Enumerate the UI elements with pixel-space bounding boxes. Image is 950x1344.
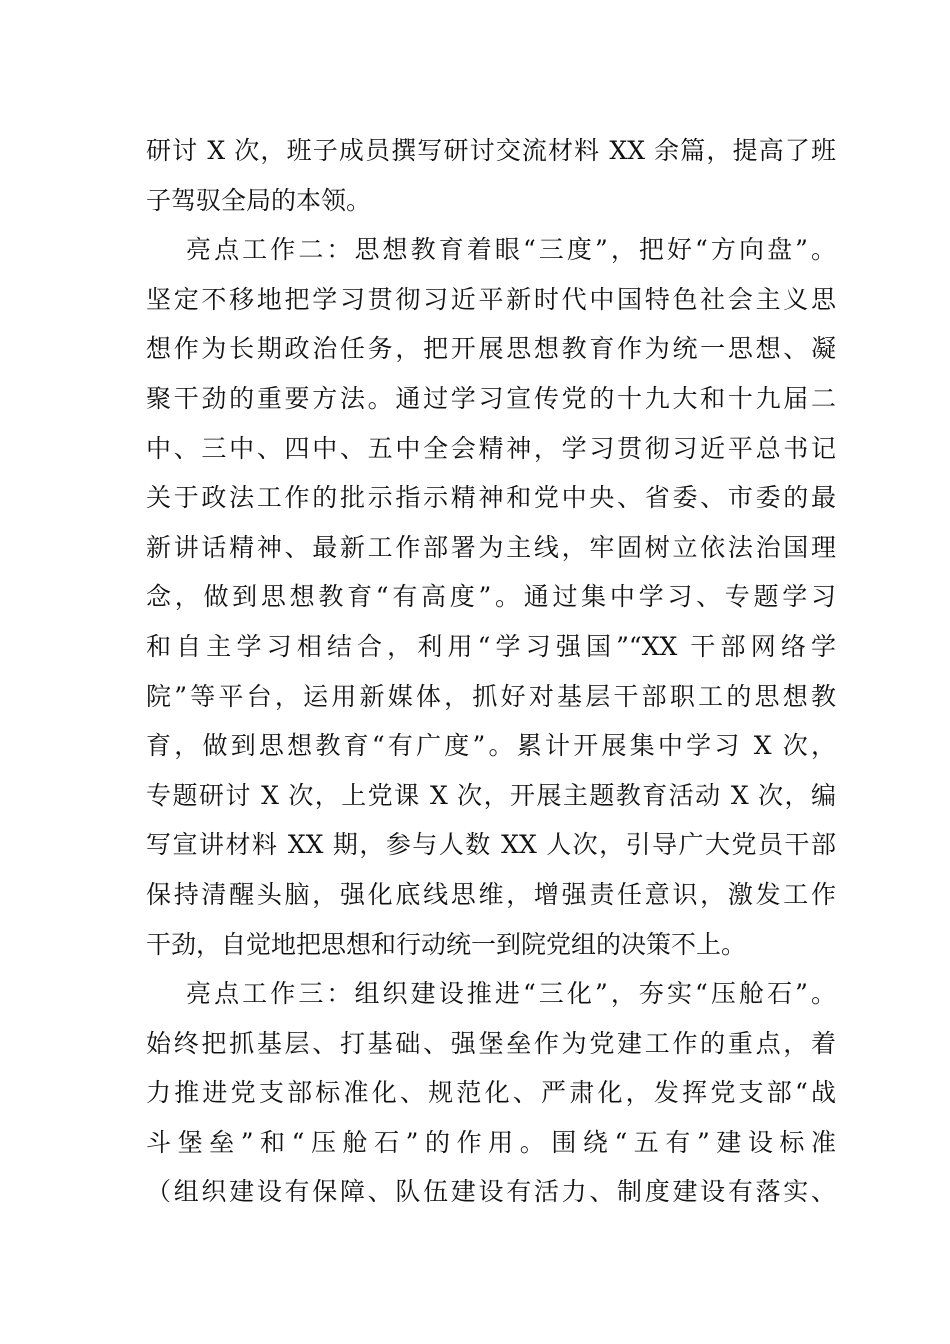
text-line: 研讨 X 次，班子成员撰写研讨交流材料 XX 余篇，提高了班: [146, 136, 836, 165]
text-line: 和自主学习相结合，利用“学习强国”“XX 干部网络学: [146, 631, 836, 661]
text-line: （组织建设有保障、队伍建设有活力、制度建设有落实、: [146, 1177, 836, 1207]
text-line: 专题研讨 X 次，上党课 X 次，开展主题教育活动 X 次，编: [146, 780, 836, 810]
text-line: 写宣讲材料 XX 期，参与人数 XX 人次，引导广大党员干部: [146, 830, 836, 860]
text-line: 斗堡垒”和“压舱石”的作用。围绕“五有”建设标准: [146, 1127, 836, 1157]
text-line: 始终把抓基层、打基础、强堡垒作为党建工作的重点，着: [146, 1028, 836, 1058]
document-body: [146, 126, 836, 1217]
text-line: 育，做到思想教育“有广度”。累计开展集中学习 X 次，: [146, 731, 836, 761]
text-line: 关于政法工作的批示指示精神和党中央、省委、市委的最: [146, 483, 836, 513]
text-line: 子驾驭全局的本领。: [146, 185, 372, 215]
text-line: 念，做到思想教育“有高度”。通过集中学习、专题学习: [146, 582, 836, 612]
text-line: 干劲，自觉地把思想和行动统一到院党组的决策不上。: [146, 929, 747, 959]
paragraph-heading-line: 亮点工作二：思想教育着眼“三度”，把好“方向盘”。: [186, 235, 836, 265]
paragraph-heading-line: 亮点工作三：组织建设推进“三化”，夯实“压舱石”。: [186, 979, 836, 1009]
text-line: 力推进党支部标准化、规范化、严肃化，发挥党支部“战: [146, 1078, 836, 1108]
text-line: 想作为长期政治任务，把开展思想教育作为统一思想、凝: [146, 334, 836, 364]
text-line: 新讲话精神、最新工作部署为主线，牢固树立依法治国理: [146, 532, 836, 562]
text-line: 坚定不移地把学习贯彻习近平新时代中国特色社会主义思: [146, 284, 836, 314]
text-line: 保持清醒头脑，强化底线思维，增强责任意识，激发工作: [146, 879, 836, 909]
text-line: 聚干劲的重要方法。通过学习宣传党的十九大和十九届二: [146, 383, 836, 413]
text-line: 院”等平台，运用新媒体，抓好对基层干部职工的思想教: [146, 681, 836, 711]
text-line: 中、三中、四中、五中全会精神，学习贯彻习近平总书记: [146, 433, 836, 463]
